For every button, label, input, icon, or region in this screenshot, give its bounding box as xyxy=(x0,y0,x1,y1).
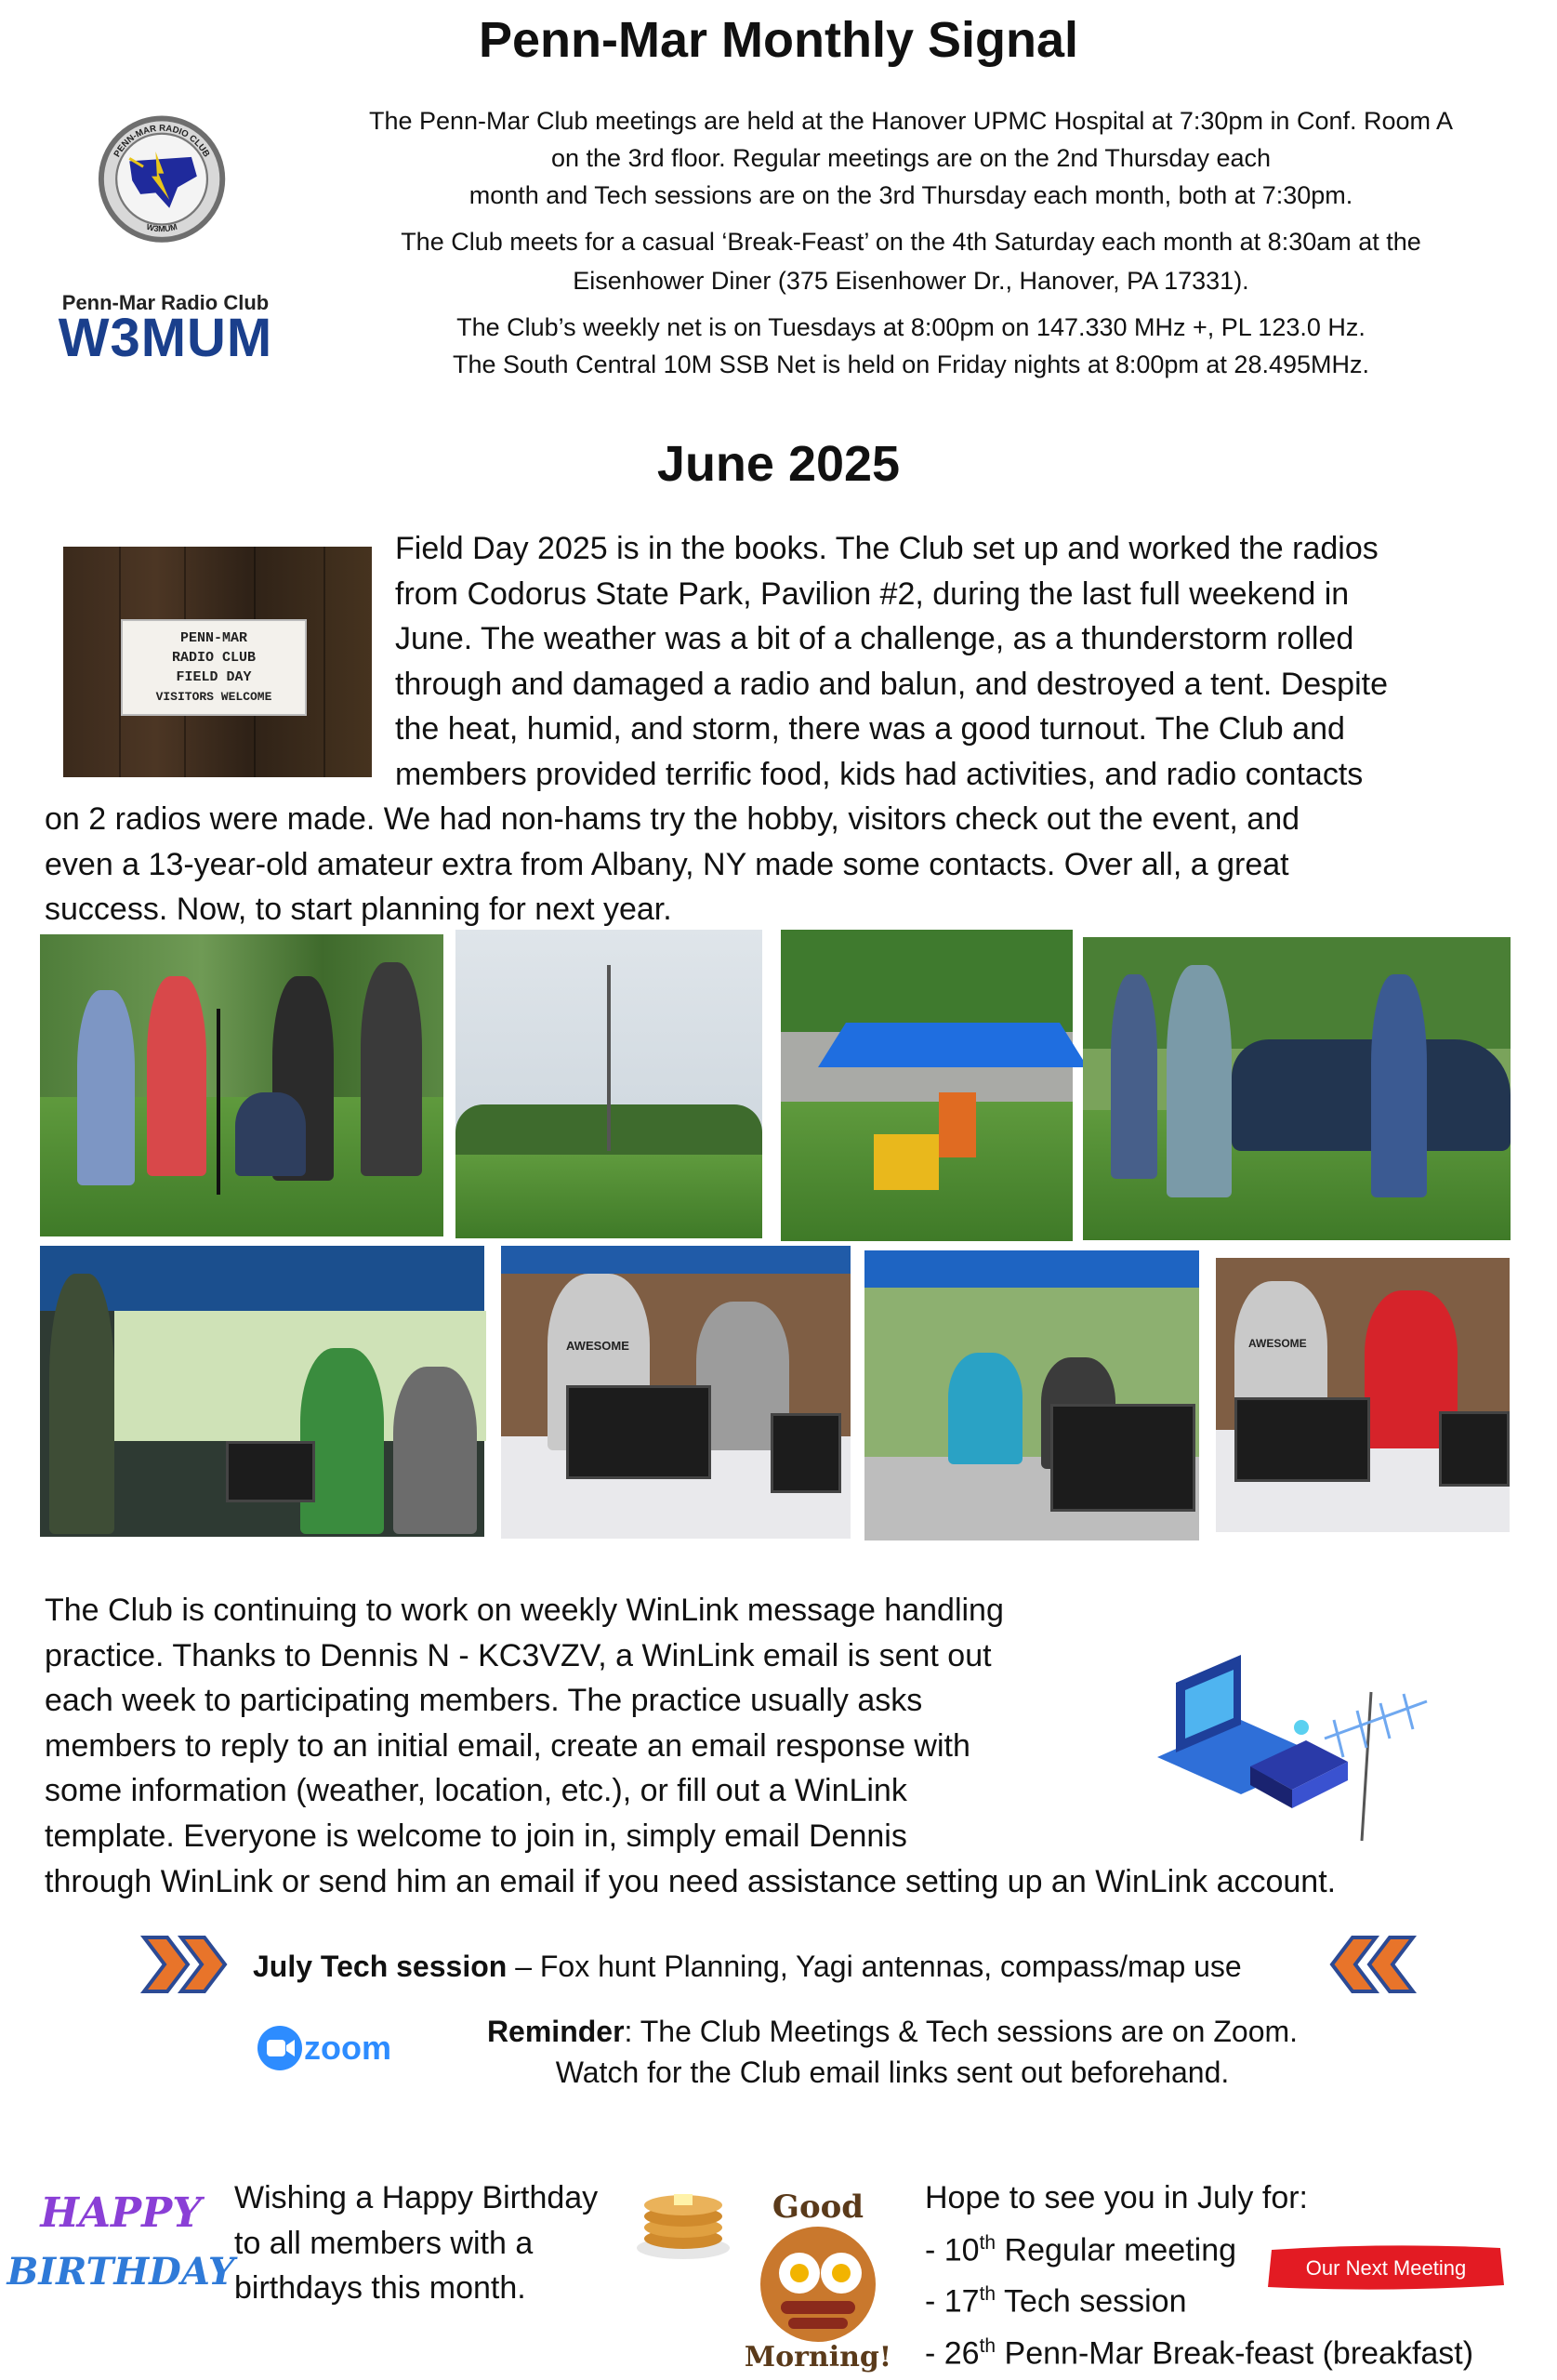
winlink-paragraph xyxy=(45,1588,1151,1858)
next-meeting-badge xyxy=(1264,2242,1508,2293)
paragraph-line: template. Everyone is welcome to join in, simply email Dennis xyxy=(45,1818,907,1854)
info-line: The Penn-Mar Club meetings are held at the Hanover UPMC Hospital at 7:30pm in Conf. Room A xyxy=(368,107,1454,135)
happy-birthday-graphic xyxy=(7,2180,235,2301)
field-day-paragraph-continued xyxy=(45,797,1532,932)
info-line: The Club meets for a casual ‘Break-Feast’ on the 4th Saturday each month at 8:30am at the xyxy=(401,228,1421,256)
tech-session-line xyxy=(253,1950,1242,1984)
birthday-text: BIRTHDAY xyxy=(7,2250,235,2294)
paragraph-line: even a 13-year-old amateur extra from Albany, NY made some contacts. Over all, a great xyxy=(45,846,1289,882)
sign-line: RADIO CLUB xyxy=(171,650,256,666)
club-logo xyxy=(42,112,293,298)
paragraph-line: through WinLink or send him an email if you need assistance setting up an WinLink account. xyxy=(45,1864,1337,1899)
chevron-left-icon xyxy=(1325,1934,1418,1995)
info-line: on the 3rd floor. Regular meetings are on the 2nd Thursday each xyxy=(551,144,1271,172)
zoom-wordmark: zoom xyxy=(304,2029,391,2067)
photo-blue-canopy xyxy=(781,930,1073,1241)
field-day-sign-photo xyxy=(63,547,372,777)
sign-line: FIELD DAY xyxy=(176,669,252,685)
paragraph-line: the heat, humid, and storm, there was a good turnout. The Club and xyxy=(395,711,1345,747)
reminder-line-1: : The Club Meetings & Tech sessions are on Zoom. xyxy=(624,2015,1299,2048)
info-line: The Club’s weekly net is on Tuesdays at 8:00pm on 147.330 MHz +, PL 123.0 Hz. xyxy=(456,313,1366,341)
info-line: The South Central 10M SSB Net is held on Friday nights at 8:00pm at 28.495MHz. xyxy=(452,350,1369,378)
logo-club-name: Penn-Mar Radio Club xyxy=(61,291,270,314)
birthday-message xyxy=(234,2175,653,2311)
good-morning-breakfast-graphic xyxy=(734,2180,902,2375)
meeting-item: - 17th Tech session xyxy=(925,2283,1187,2320)
paragraph-line: members to reply to an initial email, create an email response with xyxy=(45,1727,970,1764)
zoom-reminder xyxy=(409,2011,1376,2093)
chevron-right-icon xyxy=(139,1934,232,1995)
reminder-label: Reminder xyxy=(486,2015,625,2048)
paragraph-line: from Codorus State Park, Pavilion #2, during the last full weekend in xyxy=(395,575,1350,612)
next-meetings-intro: Hope to see you in July for: xyxy=(925,2180,1309,2215)
photo-car-members xyxy=(1083,937,1511,1240)
good-text: Good xyxy=(772,2188,864,2226)
meeting-item: - 10th Regular meeting xyxy=(925,2231,1237,2268)
paragraph-line: on 2 radios were made. We had non-hams try the hobby, visitors check out the event, and xyxy=(45,801,1300,837)
reminder-line-2: Watch for the Club email links sent out beforehand. xyxy=(555,2056,1230,2089)
logo-callsign: W3MUM xyxy=(58,308,273,368)
photo-tent-operators xyxy=(40,1246,484,1537)
photo-tower-antenna xyxy=(455,930,762,1238)
radio-laptop-illustration xyxy=(1139,1618,1436,1841)
photo-laptop-operators-2 xyxy=(864,1250,1199,1540)
paragraph-line: members provided terrific food, kids had activities, and radio contacts xyxy=(395,756,1364,792)
tech-session-label: July Tech session xyxy=(253,1950,508,1983)
paragraph-line: success. Now, to start planning for next year. xyxy=(45,892,672,927)
happy-text: HAPPY xyxy=(40,2189,202,2237)
info-line: month and Tech sessions are on the 3rd Thursday each month, both at 7:30pm. xyxy=(468,181,1353,209)
tech-session-topics: – Fox hunt Planning, Yagi antennas, compass/map use xyxy=(507,1950,1242,1983)
paragraph-line: The Club is continuing to work on weekly WinLink message handling xyxy=(45,1593,1004,1628)
paragraph-line: each week to participating members. The practice usually asks xyxy=(45,1683,923,1718)
photo-laptop-operators-3 xyxy=(1216,1258,1510,1532)
paragraph-line: June. The weather was a bit of a challenge, as a thunderstorm rolled xyxy=(395,621,1354,656)
next-meeting-badge-text: Our Next Meeting xyxy=(1305,2256,1467,2280)
meeting-info xyxy=(288,100,1534,385)
paragraph-line: Field Day 2025 is in the books. The Club set up and worked the radios xyxy=(395,531,1379,566)
paragraph-line: to all members with a xyxy=(234,2225,534,2261)
sign-line: VISITORS WELCOME xyxy=(155,690,272,704)
photo-laptop-operators-1 xyxy=(501,1246,851,1539)
winlink-paragraph-continued xyxy=(45,1859,1532,1905)
logo-ring-bottom: W3MUM xyxy=(145,221,178,234)
meeting-item: - 26th Penn-Mar Break-feast (breakfast) xyxy=(925,2335,1474,2372)
zoom-logo-icon xyxy=(256,2022,404,2074)
month-heading: June 2025 xyxy=(656,436,901,492)
field-day-paragraph xyxy=(395,526,1538,797)
field-day-sign xyxy=(121,619,307,716)
shirt-text: AWESOME xyxy=(1248,1337,1307,1350)
newsletter-title: Penn-Mar Monthly Signal xyxy=(478,12,1079,68)
logo-ring-top: PENN-MAR RADIO CLUB xyxy=(112,123,212,160)
info-line: Eisenhower Diner (375 Eisenhower Dr., Hanover, PA 17331). xyxy=(573,267,1249,295)
paragraph-line: some information (weather, location, etc.), or fill out a WinLink xyxy=(45,1773,907,1808)
pancakes-icon xyxy=(632,2183,734,2267)
paragraph-line: through and damaged a radio and balun, and destroyed a tent. Despite xyxy=(395,666,1388,702)
paragraph-line: birthdays this month. xyxy=(234,2270,526,2306)
sign-line: PENN-MAR xyxy=(179,630,247,646)
shirt-text: AWESOME xyxy=(566,1339,629,1353)
paragraph-line: Wishing a Happy Birthday xyxy=(234,2180,599,2215)
paragraph-line: practice. Thanks to Dennis N - KC3VZV, a WinLink email is sent out xyxy=(45,1637,992,1673)
morning-text: Morning! xyxy=(744,2341,892,2373)
photo-antenna-setup xyxy=(40,934,443,1236)
